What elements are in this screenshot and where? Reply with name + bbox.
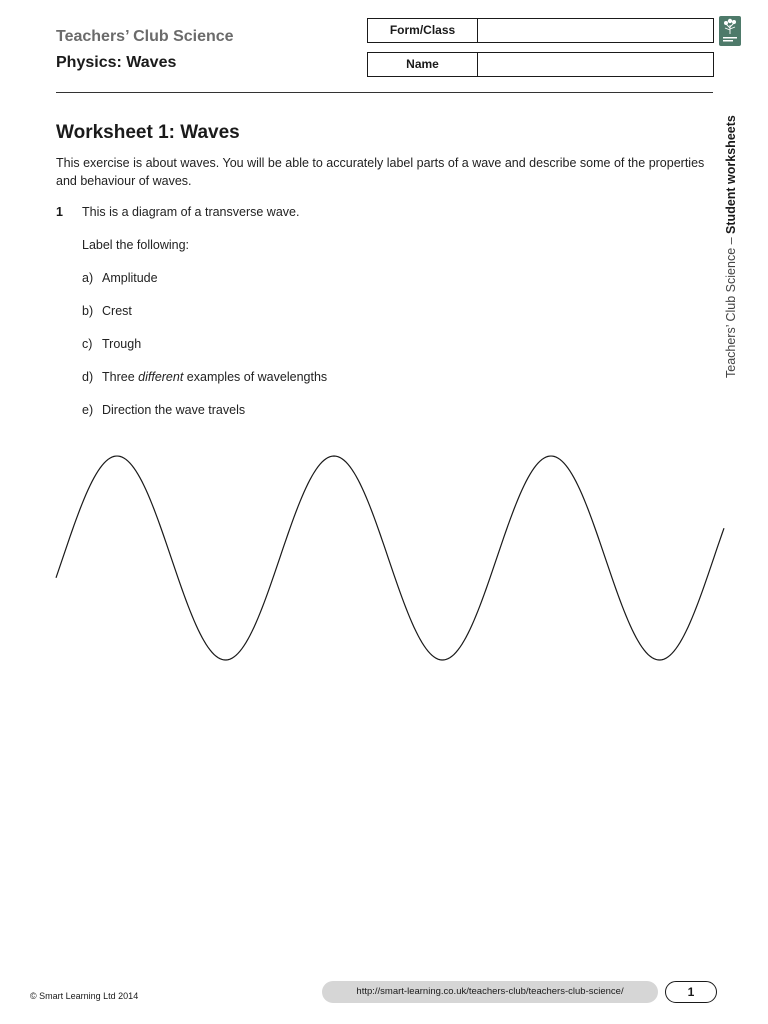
name-field xyxy=(367,52,714,77)
form-class-label: Form/Class xyxy=(368,19,478,42)
item-text: Direction the wave travels xyxy=(102,403,246,417)
item-letter: e) xyxy=(82,403,94,417)
subject-title: Physics: Waves xyxy=(56,54,177,71)
item-text: Crest xyxy=(102,304,132,318)
wave-curve xyxy=(56,456,724,660)
item-text: Amplitude xyxy=(102,271,158,285)
item-text-post: examples of wavelengths xyxy=(183,370,328,384)
transverse-wave-diagram xyxy=(0,430,768,680)
label-item-amplitude xyxy=(82,271,158,285)
page-number: 1 xyxy=(665,981,717,1003)
question-text: This is a diagram of a transverse wave. xyxy=(82,205,300,219)
name-label: Name xyxy=(368,53,478,76)
side-banner-light: Teachers’ Club Science – xyxy=(724,233,738,378)
item-text-emphasis: different xyxy=(138,370,184,384)
label-item-trough xyxy=(82,337,141,351)
form-class-input[interactable] xyxy=(478,19,713,42)
item-letter: a) xyxy=(82,271,94,285)
copyright: © Smart Learning Ltd 2014 xyxy=(30,991,139,1001)
item-text: Trough xyxy=(102,337,142,351)
item-letter: d) xyxy=(82,370,94,384)
brand-title: Teachers’ Club Science xyxy=(56,28,234,45)
label-item-wavelengths xyxy=(82,370,327,384)
smart-learning-logo-icon xyxy=(719,16,741,46)
side-banner xyxy=(720,58,742,378)
website-link[interactable]: http://smart-learning.co.uk/teachers-club/teachers-club-science/ xyxy=(322,981,658,1003)
form-class-field xyxy=(367,18,714,43)
item-letter: b) xyxy=(82,304,94,318)
worksheet-title: Worksheet 1: Waves xyxy=(56,122,240,143)
label-item-crest xyxy=(82,304,132,318)
side-banner-bold: Student worksheets xyxy=(724,115,738,234)
item-letter: c) xyxy=(82,337,93,351)
name-input[interactable] xyxy=(478,53,713,76)
item-text-pre: Three xyxy=(102,370,139,384)
question-instruction: Label the following: xyxy=(82,238,190,252)
header-divider xyxy=(56,92,713,93)
worksheet-intro: This exercise is about waves. You will be able to accurately label parts of a wave and describe some of the properties and behaviour of waves. xyxy=(56,156,705,188)
label-item-direction xyxy=(82,403,245,417)
question-number: 1 xyxy=(56,205,63,219)
